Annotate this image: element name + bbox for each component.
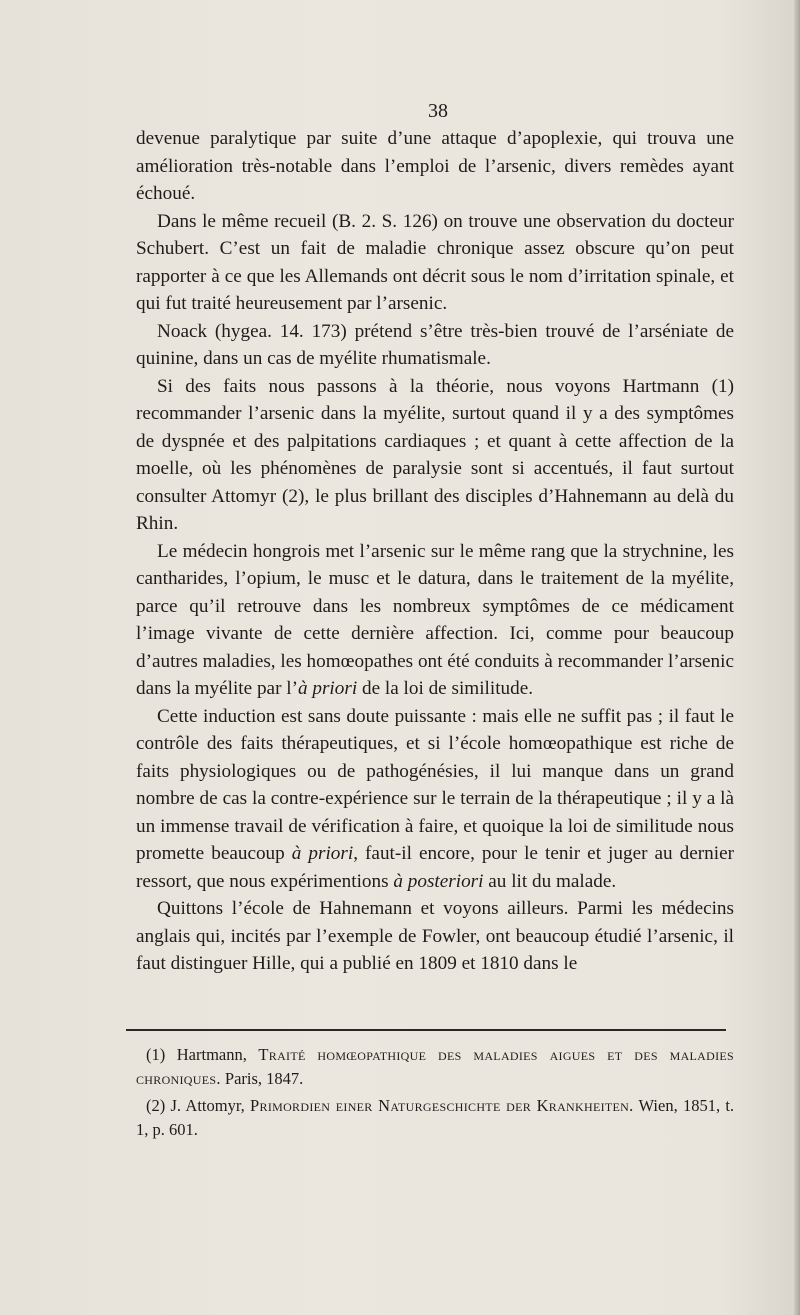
paragraph-4: Si des faits nous passons à la théorie, nous voyons Hartmann (1) recommander l’arsenic dans la myélite, surtout quand il y a des symptômes de dyspnée et des palpitations cardiaques ; et quant à cette affection de la moelle, où les phénomènes de paralysie sont si accentués, il faut surtout consulter Attomyr (2), le plus brillant des disciples d’Hahnemann au delà du Rhin. <box>136 375 734 534</box>
paragraph-1: devenue paralytique par suite d’une attaque d’apoplexie, qui trouva une amélioration très-notable dans l’emploi de l’arsenic, divers remèdes ayant échoué. <box>136 128 734 204</box>
footnotes <box>136 1043 734 1145</box>
footnote-2-author: J. Attomyr, <box>170 1096 245 1115</box>
paragraph-7: Quittons l’école de Hahnemann et voyons ailleurs. Parmi les médecins anglais qui, incités par l’exemple de Fowler, ont beaucoup étudié l’arsenic, il faut distinguer Hille, qui a publié en 1809 et 1810 dans le <box>136 898 734 974</box>
footnote-2-marker: (2) <box>146 1096 166 1115</box>
paragraph-5-text-a: Le médecin hongrois met l’arsenic sur le même rang que la strychnine, les cantharides, l’opium, le musc et le datura, dans le traitement de la myélite, parce qu’il retrouve dans les nombreux symptômes de ce médicament l’image vivante de cette dernière affection. Ici, comme pour beaucoup d’autres maladies, les homœopathes ont été conduits à recommander l’arsenic dans la myélite par l’ <box>136 540 734 699</box>
footnote-1-title: Traité homœopathique des maladies aigues et des maladies chroniques. <box>136 1045 735 1088</box>
paragraph-6-italic-a: à priori <box>291 843 354 864</box>
body-text <box>136 125 734 978</box>
paragraph-6 <box>136 703 734 896</box>
footnote-2-rest: Wien, 1851, t. 1, p. 601. <box>136 1096 735 1139</box>
footnote-1 <box>136 1043 734 1090</box>
footnote-2 <box>136 1094 734 1141</box>
paragraph-6-text-b: , faut-il encore, pour le tenir et juger au dernier ressort, que nous expérimentions <box>136 843 734 892</box>
paragraph-6-text-c: au lit du malade. <box>483 870 617 892</box>
paragraph-3: Noack (hygea. 14. 173) prétend s’être très-bien trouvé de l’arséniate de quinine, dans un cas de myélite rhumatismale. <box>136 320 734 369</box>
footnote-rule <box>126 1029 726 1031</box>
footnote-1-rest: Paris, 1847. <box>224 1068 304 1088</box>
page-number: 38 <box>428 100 448 122</box>
paragraph-5 <box>136 538 734 703</box>
footnote-2-title: Primordien einer Naturgeschichte der Krankheiten. <box>250 1096 634 1115</box>
paragraph-5-italic: à priori <box>297 678 358 699</box>
paragraph-6-text-a: Cette induction est sans doute puissante : mais elle ne suffit pas ; il faut le contrôle des faits thérapeutiques, et si l’école homœopathique est riche de faits physiologiques ou de pathogénésies, il lui manque dans un grand nombre de cas la contre-expérience sur le terrain de la thérapeutique ; il y a là un immense travail de vérification à faire, et quoique la loi de similitude nous promette beaucoup <box>136 705 734 864</box>
footnote-1-author: Hartmann, <box>176 1045 247 1064</box>
page-edge <box>794 0 800 1315</box>
paragraph-2: Dans le même recueil (B. 2. S. 126) on trouve une observation du docteur Schubert. C’est un fait de maladie chronique assez obscure qu’on peut rapporter à ce que les Allemands ont décrit sous le nom d’irritation spinale, et qui fut traité heureusement par l’arsenic. <box>136 210 734 314</box>
footnote-1-marker: (1) <box>146 1045 166 1064</box>
paragraph-6-italic-b: à posteriori <box>393 870 484 892</box>
paragraph-5-text-b: de la loi de similitude. <box>357 678 534 699</box>
